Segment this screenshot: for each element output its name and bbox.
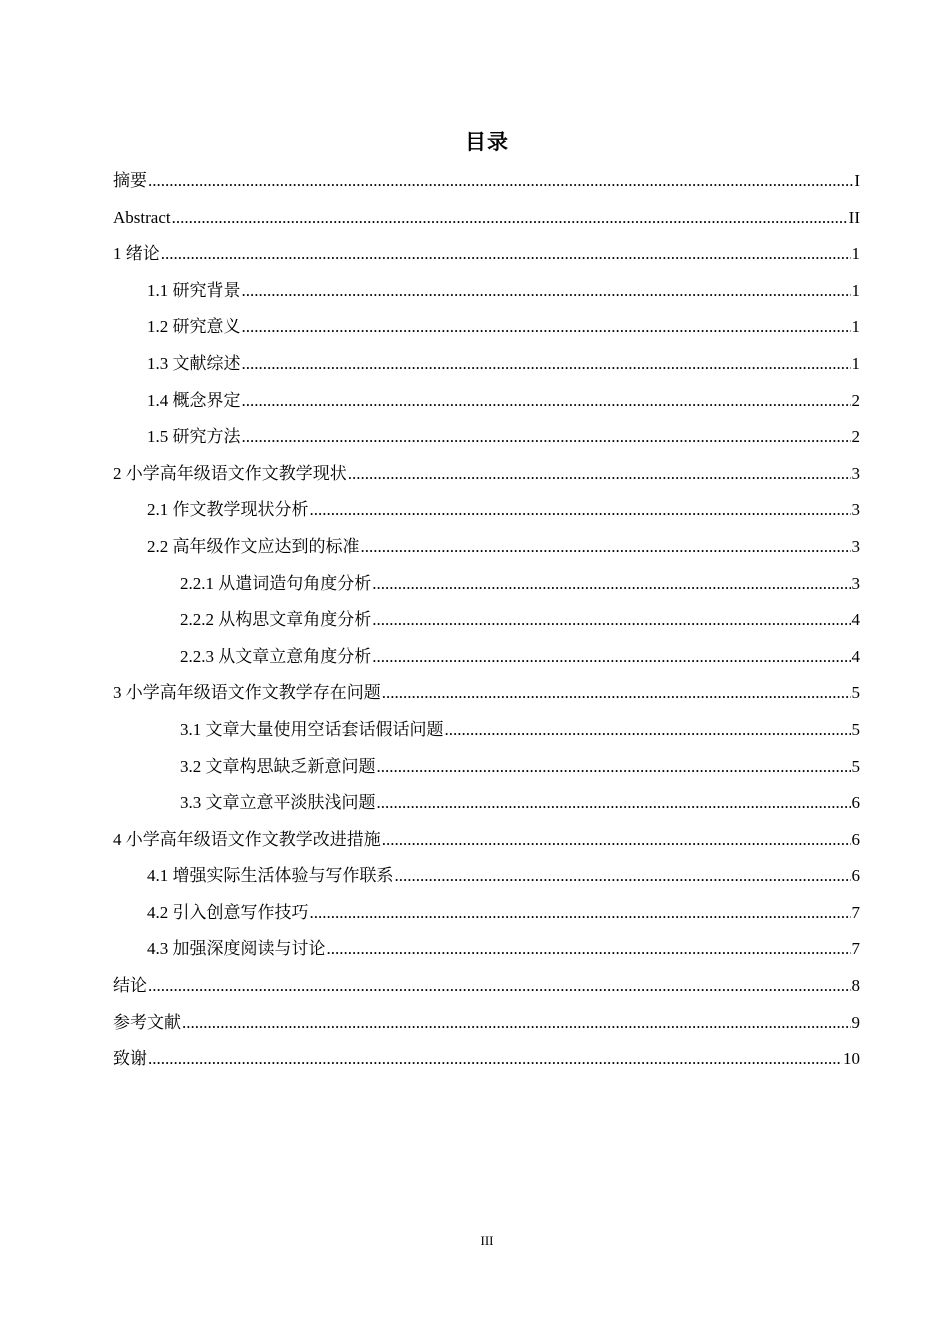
toc-dot-leader	[372, 606, 850, 634]
toc-entry-label: 摘要	[113, 171, 147, 190]
toc-entry-label: 4.1 增强实际生活体验与写作联系	[147, 866, 394, 886]
toc-entry-label: 2.2 高年级作文应达到的标准	[147, 536, 360, 556]
toc-entry-page: 3	[851, 536, 860, 556]
toc-entry[interactable]	[113, 679, 860, 716]
toc-entry-page: 5	[851, 683, 860, 703]
toc-dot-leader	[182, 1009, 851, 1037]
toc-title: 目录	[465, 130, 509, 154]
toc-entry-label: 1 绪论	[113, 244, 160, 264]
toc-entry-page: 7	[851, 902, 860, 922]
toc-dot-leader	[395, 862, 851, 890]
toc-entry-label: Abstract	[113, 207, 171, 227]
toc-entry-page: 7	[851, 939, 860, 959]
toc-entry-page: 5	[851, 756, 860, 776]
toc-dot-leader	[377, 789, 851, 817]
toc-entry[interactable]	[113, 496, 860, 533]
toc-dot-leader	[382, 679, 851, 707]
toc-entry-label: 参考文献	[113, 1012, 181, 1032]
toc-entry-label: 1.1 研究背景	[147, 280, 241, 300]
toc-entry[interactable]	[113, 716, 860, 753]
toc-dot-leader	[242, 387, 851, 415]
toc-entry[interactable]	[113, 204, 860, 241]
toc-dot-leader	[242, 313, 851, 341]
toc-entry-page: 3	[851, 463, 860, 483]
toc-dot-leader	[172, 204, 848, 232]
toc-dot-leader	[327, 935, 851, 963]
toc-dot-leader	[310, 899, 851, 927]
toc-entry-label: 2.2.3 从文章立意角度分析	[180, 646, 372, 666]
toc-entry-page: 4	[851, 646, 860, 666]
toc-entry-label: 结论	[113, 976, 147, 996]
toc-entry-label: 1.2 研究意义	[147, 317, 241, 337]
toc-dot-leader	[242, 277, 851, 305]
toc-entry[interactable]	[113, 423, 860, 460]
toc-dot-leader	[242, 350, 851, 378]
toc-entry[interactable]	[113, 570, 860, 607]
toc-entry-page: 5	[851, 719, 860, 739]
toc-dot-leader	[148, 1045, 842, 1073]
toc-entry-page: 2	[851, 427, 860, 447]
toc-entry-page: 1	[851, 280, 860, 300]
toc-dot-leader	[361, 533, 851, 561]
toc-dot-leader	[310, 496, 851, 524]
toc-dot-leader	[161, 240, 851, 268]
toc-entry[interactable]	[113, 533, 860, 570]
toc-entry[interactable]	[113, 313, 860, 350]
toc-entry-page: 9	[851, 1012, 860, 1032]
toc-dot-leader	[445, 716, 851, 744]
toc-entry-page: 10	[843, 1049, 860, 1069]
toc-entry[interactable]	[113, 753, 860, 790]
footer-page-number: III	[480, 1233, 494, 1248]
toc-entry[interactable]	[113, 240, 860, 277]
toc-entry-page: 3	[851, 573, 860, 593]
toc-entry[interactable]	[113, 826, 860, 863]
toc-dot-leader	[377, 753, 851, 781]
toc-dot-leader	[242, 423, 851, 451]
toc-entry-label: 4.2 引入创意写作技巧	[147, 902, 309, 922]
table-of-contents	[113, 167, 860, 1082]
toc-dot-leader	[148, 167, 853, 195]
toc-entry-label: 2.2.1 从遣词造句角度分析	[180, 573, 372, 593]
toc-entry-label: 3.3 文章立意平淡肤浅问题	[180, 793, 376, 813]
toc-entry-label: 3.1 文章大量使用空话套话假话问题	[180, 719, 444, 739]
toc-entry[interactable]	[113, 862, 860, 899]
toc-entry[interactable]	[113, 167, 860, 204]
toc-entry-label: 2.2.2 从构思文章角度分析	[180, 610, 372, 630]
toc-entry-label: 2 小学高年级语文作文教学现状	[113, 463, 347, 483]
toc-entry-label: 4 小学高年级语文作文教学改进措施	[113, 829, 381, 849]
toc-entry[interactable]	[113, 1009, 860, 1046]
toc-entry-label: 1.5 研究方法	[147, 427, 241, 447]
toc-entry-page: 2	[851, 390, 860, 410]
toc-entry-page: 6	[851, 793, 860, 813]
toc-entry[interactable]	[113, 277, 860, 314]
toc-entry-page: 1	[851, 353, 860, 373]
toc-entry[interactable]	[113, 789, 860, 826]
toc-entry-page: I	[854, 171, 860, 190]
toc-entry-page: 1	[851, 317, 860, 337]
toc-entry[interactable]	[113, 350, 860, 387]
toc-entry-label: 3 小学高年级语文作文教学存在问题	[113, 683, 381, 703]
toc-entry-page: 8	[851, 976, 860, 996]
toc-entry-label: 1.3 文献综述	[147, 353, 241, 373]
toc-entry[interactable]	[113, 643, 860, 680]
toc-entry-page: 6	[851, 829, 860, 849]
toc-entry[interactable]	[113, 387, 860, 424]
toc-dot-leader	[372, 570, 850, 598]
toc-dot-leader	[372, 643, 850, 671]
toc-dot-leader	[348, 460, 851, 488]
toc-entry-page: 4	[851, 610, 860, 630]
toc-entry-page: 6	[851, 866, 860, 886]
toc-dot-leader	[148, 972, 851, 1000]
toc-entry-label: 2.1 作文教学现状分析	[147, 500, 309, 520]
toc-entry[interactable]	[113, 606, 860, 643]
toc-entry-page: 3	[851, 500, 860, 520]
toc-dot-leader	[382, 826, 851, 854]
toc-entry-page: 1	[851, 244, 860, 264]
toc-entry-label: 1.4 概念界定	[147, 390, 241, 410]
toc-entry[interactable]	[113, 460, 860, 497]
toc-entry-page: II	[848, 207, 860, 227]
toc-entry-label: 3.2 文章构思缺乏新意问题	[180, 756, 376, 776]
toc-entry[interactable]	[113, 935, 860, 972]
toc-entry[interactable]	[113, 972, 860, 1009]
toc-entry[interactable]	[113, 899, 860, 936]
toc-entry-label: 致谢	[113, 1049, 147, 1069]
toc-entry[interactable]	[113, 1045, 860, 1082]
toc-entry-label: 4.3 加强深度阅读与讨论	[147, 939, 326, 959]
